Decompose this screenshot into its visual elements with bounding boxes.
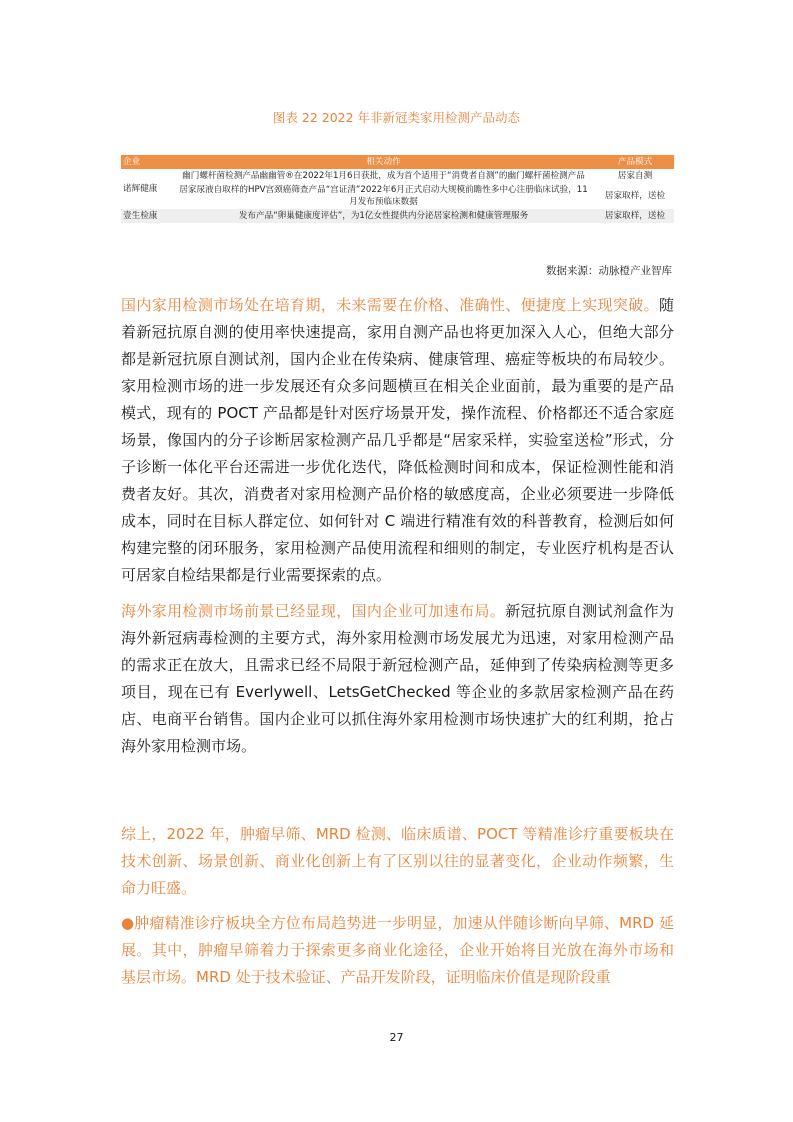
mode-cell: 居家取样，送检	[596, 209, 674, 223]
table-row	[121, 209, 674, 223]
table-row	[121, 169, 674, 183]
paragraph-lead: 国内家用检测市场处在培育期，未来需要在价格、准确性、便捷度上实现突破。	[121, 296, 659, 314]
table-header-row	[121, 155, 674, 169]
header-action: 相关动作	[171, 155, 596, 169]
figure-caption: 图表 22 2022 年非新冠类家用检测产品动态	[272, 110, 521, 125]
page-number: 27	[389, 1031, 404, 1044]
bullet-paragraph: ●肿瘤精准诊疗板块全方位布局趋势进一步明显，加速从伴随诊断向早筛、MRD 延展。其中，肿瘤早筛着力于探索更多商业化途径，企业开始将目光放在海外市场和基层市场。MRD 处于技术验证、产品开发阶段，证明临床价值是现阶段重	[121, 914, 674, 986]
paragraph-text: 新冠抗原自测试剂盒作为海外新冠病毒检测的主要方式，海外家用检测市场发展尤为迅速，对家用检测产品的需求正在放大，且需求已经不局限于新冠检测产品，延伸到了传染病检测等更多项目，现在已有 Everlywell、LetsGetChecked 等企业的多款居家检测产品在药店、电商平台销售。国内企业可以抓住海外家用检测市场快速扩大的红利期，抢占海外家用检测市场。	[121, 602, 674, 755]
paragraph-overseas-market	[121, 598, 674, 760]
mode-cell: 居家取样，送检	[604, 191, 666, 201]
paragraph-text: 随着新冠抗原自测的使用率快速提高，家用自测产品也将更加深入人心，但绝大部分都是新冠抗原自测试剂，国内企业在传染病、健康管理、癌症等板块的布局较少。家用检测市场的进一步发展还有众多问题横亘在相关企业面前，最为重要的是产品模式，现有的 POCT 产品都是针对医疗场景开发，操作流程、价格都还不适合家庭场景，像国内的分子诊断居家检测产品几乎都是“居家采样，实验室送检”形式，分子诊断一体化平台还需进一步优化迭代，降低检测时间和成本，保证检测性能和消费者友好。其次，消费者对家用检测产品价格的敏感度高，企业必须要进一步降低成本，同时在目标人群定位、如何针对 C 端进行精准有效的科普教育，检测后如何构建完整的闭环服务，家用检测产品使用流程和细则的制定，专业医疗机构是否认可居家自检结果都是行业需要探索的点。	[121, 296, 674, 584]
data-source-note: 数据来源：动脉橙产业智库	[546, 265, 672, 277]
header-mode: 产品模式	[596, 155, 674, 169]
product-dynamics-table	[121, 155, 674, 223]
summary-paragraph: 综上，2022 年，肿瘤早筛、MRD 检测、临床质谱、POCT 等精准诊疗重要板块在技术创新、场景创新、商业化创新上有了区别以往的显著变化，企业动作频繁，生命力旺盛。	[121, 825, 674, 897]
paragraph-domestic-market	[121, 292, 674, 589]
company-cell: 壹生检康	[121, 209, 171, 223]
header-company: 企业	[121, 155, 171, 169]
action-cell: 幽门螺杆菌检测产品幽幽管®在2022年1月6日获批，成为首个适用于“消费者自测”的幽门螺杆菌检测产品	[182, 171, 585, 181]
paragraph-lead: 海外家用检测市场前景已经显现，国内企业可加速布局。	[121, 602, 506, 620]
action-cell: 发布产品“卵巢健康度评估”，为1亿女性提供内分泌居家检测和健康管理服务	[171, 209, 596, 223]
mode-cell: 居家自测	[617, 171, 653, 181]
action-cell: 居家尿液自取样的HPV宫颈癌筛查产品“宫证清”2022年6月正式启动大规模前瞻性多中心注册临床试验，11月发布预临床数据	[179, 185, 588, 207]
company-cell: 诺辉健康	[123, 184, 158, 194]
table-row	[121, 183, 674, 209]
